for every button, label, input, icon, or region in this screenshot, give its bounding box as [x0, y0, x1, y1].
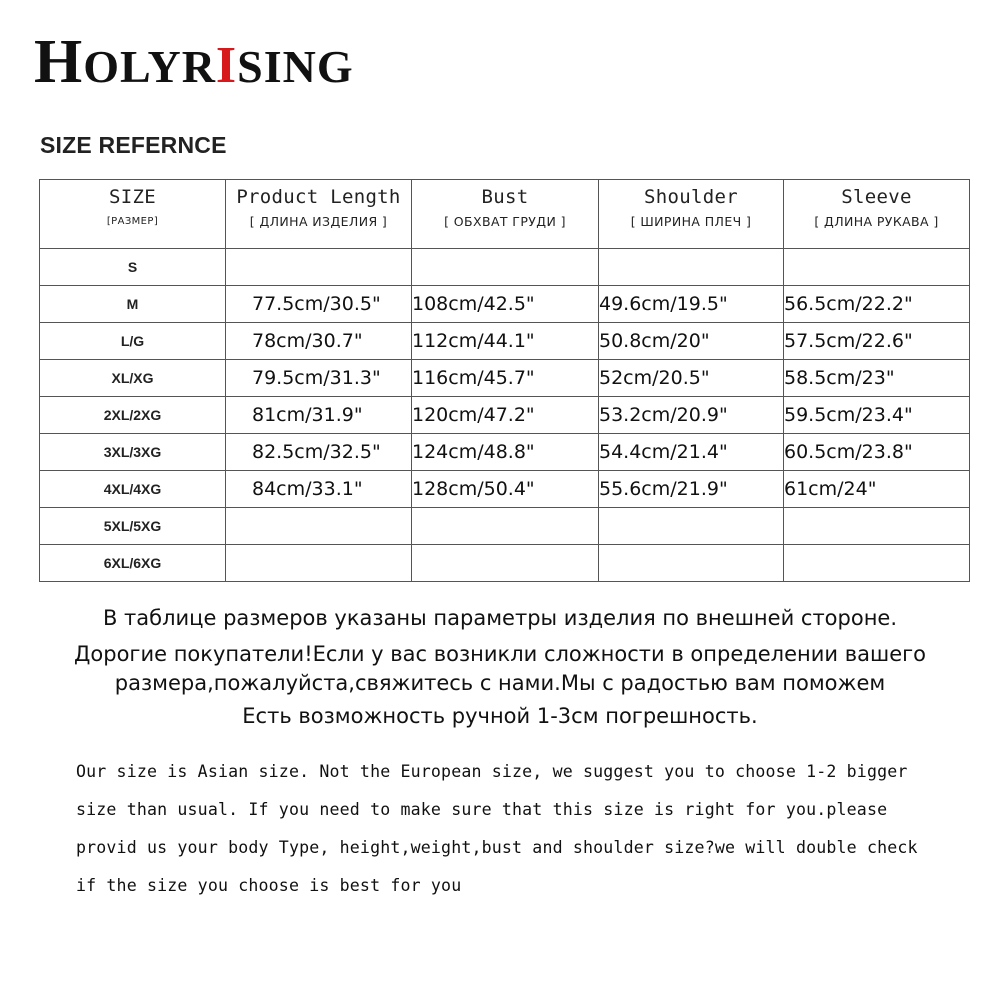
shoulder-cell: 55.6cm/21.9" — [599, 471, 784, 508]
shoulder-cell: 54.4cm/21.4" — [599, 434, 784, 471]
sleeve-cell: 60.5cm/23.8" — [784, 434, 970, 471]
column-header-en: Product Length — [236, 186, 401, 208]
table-row — [40, 286, 970, 323]
note-en-line: if the size you choose is best for you — [76, 876, 462, 895]
shoulder-cell: 52cm/20.5" — [599, 360, 784, 397]
shoulder-cell — [599, 249, 784, 286]
size-cell: 4XL/4XG — [40, 471, 226, 508]
length-cell: 77.5cm/30.5" — [226, 286, 412, 323]
sleeve-cell: 59.5cm/23.4" — [784, 397, 970, 434]
column-header-sleeve — [784, 180, 970, 249]
note-en-line: size than usual. If you need to make sure that this size is right for you.please — [76, 800, 888, 819]
column-header-shoulder — [599, 180, 784, 249]
sleeve-cell — [784, 249, 970, 286]
bust-cell — [412, 508, 599, 545]
bust-cell: 116cm/45.7" — [412, 360, 599, 397]
column-header-en: SIZE — [109, 186, 156, 208]
table-row — [40, 397, 970, 434]
sleeve-cell: 56.5cm/22.2" — [784, 286, 970, 323]
logo-letters-olyr: OLYR — [83, 41, 216, 92]
size-cell: L/G — [40, 323, 226, 360]
note-ru-line: размера,пожалуйста,свяжитесь с нами.Мы с радостью вам поможем — [114, 671, 886, 695]
size-cell: 3XL/3XG — [40, 434, 226, 471]
table-row — [40, 249, 970, 286]
table-row — [40, 323, 970, 360]
shoulder-cell — [599, 508, 784, 545]
bust-cell: 108cm/42.5" — [412, 286, 599, 323]
bust-cell — [412, 545, 599, 582]
note-en-line: Our size is Asian size. Not the European size, we suggest you to choose 1-2 bigger — [76, 762, 908, 781]
sleeve-cell: 61cm/24" — [784, 471, 970, 508]
table-row — [40, 434, 970, 471]
column-header-en: Sleeve — [841, 186, 912, 208]
shoulder-cell: 50.8cm/20" — [599, 323, 784, 360]
bust-cell: 112cm/44.1" — [412, 323, 599, 360]
note-ru-line: Дорогие покупатели!Если у вас возникли сложности в определении вашего — [73, 642, 926, 666]
column-header-ru: [ ОБХВАТ ГРУДИ ] — [444, 214, 566, 229]
note-ru-line: Есть возможность ручной 1-3см погрешность. — [242, 704, 758, 728]
length-cell — [226, 249, 412, 286]
column-header-ru: [ ШИРИНА ПЛЕЧ ] — [630, 214, 752, 229]
length-cell — [226, 508, 412, 545]
size-cell: 5XL/5XG — [40, 508, 226, 545]
sleeve-cell — [784, 545, 970, 582]
column-header-en: Shoulder — [644, 186, 738, 208]
sleeve-cell: 57.5cm/22.6" — [784, 323, 970, 360]
bust-cell: 124cm/48.8" — [412, 434, 599, 471]
sleeve-cell: 58.5cm/23" — [784, 360, 970, 397]
table-row — [40, 508, 970, 545]
length-cell: 82.5cm/32.5" — [226, 434, 412, 471]
size-cell: 6XL/6XG — [40, 545, 226, 582]
bust-cell — [412, 249, 599, 286]
length-cell: 84cm/33.1" — [226, 471, 412, 508]
logo-letter-i: I — [215, 37, 238, 94]
column-header-size — [40, 180, 226, 249]
logo-letters-sing: SING — [237, 41, 354, 92]
note-en-line: provid us your body Type, height,weight,bust and shoulder size?we will double check — [76, 838, 918, 857]
column-header-bust — [412, 180, 599, 249]
length-cell: 79.5cm/31.3" — [226, 360, 412, 397]
note-ru-line: В таблице размеров указаны параметры изделия по внешней стороне. — [102, 606, 898, 630]
brand-logo — [34, 28, 354, 97]
column-header-en: Bust — [481, 186, 529, 208]
table-row — [40, 471, 970, 508]
size-cell: S — [40, 249, 226, 286]
table-row — [40, 545, 970, 582]
shoulder-cell: 49.6cm/19.5" — [599, 286, 784, 323]
logo-letter-h: H — [34, 28, 84, 96]
column-header-ru: [ ДЛИНА РУКАВА ] — [814, 214, 939, 229]
table-row — [40, 360, 970, 397]
length-cell — [226, 545, 412, 582]
bust-cell: 128cm/50.4" — [412, 471, 599, 508]
column-header-length — [226, 180, 412, 249]
size-cell: M — [40, 286, 226, 323]
length-cell: 78cm/30.7" — [226, 323, 412, 360]
sleeve-cell — [784, 508, 970, 545]
page-title: SIZE REFERNCE — [40, 132, 227, 158]
size-table — [39, 179, 970, 582]
bust-cell: 120cm/47.2" — [412, 397, 599, 434]
column-header-ru: [РАЗМЕР] — [106, 216, 159, 227]
table-header-row — [40, 180, 970, 249]
shoulder-cell: 53.2cm/20.9" — [599, 397, 784, 434]
size-cell: 2XL/2XG — [40, 397, 226, 434]
shoulder-cell — [599, 545, 784, 582]
length-cell: 81cm/31.9" — [226, 397, 412, 434]
column-header-ru: [ ДЛИНА ИЗДЕЛИЯ ] — [249, 214, 388, 229]
size-cell: XL/XG — [40, 360, 226, 397]
